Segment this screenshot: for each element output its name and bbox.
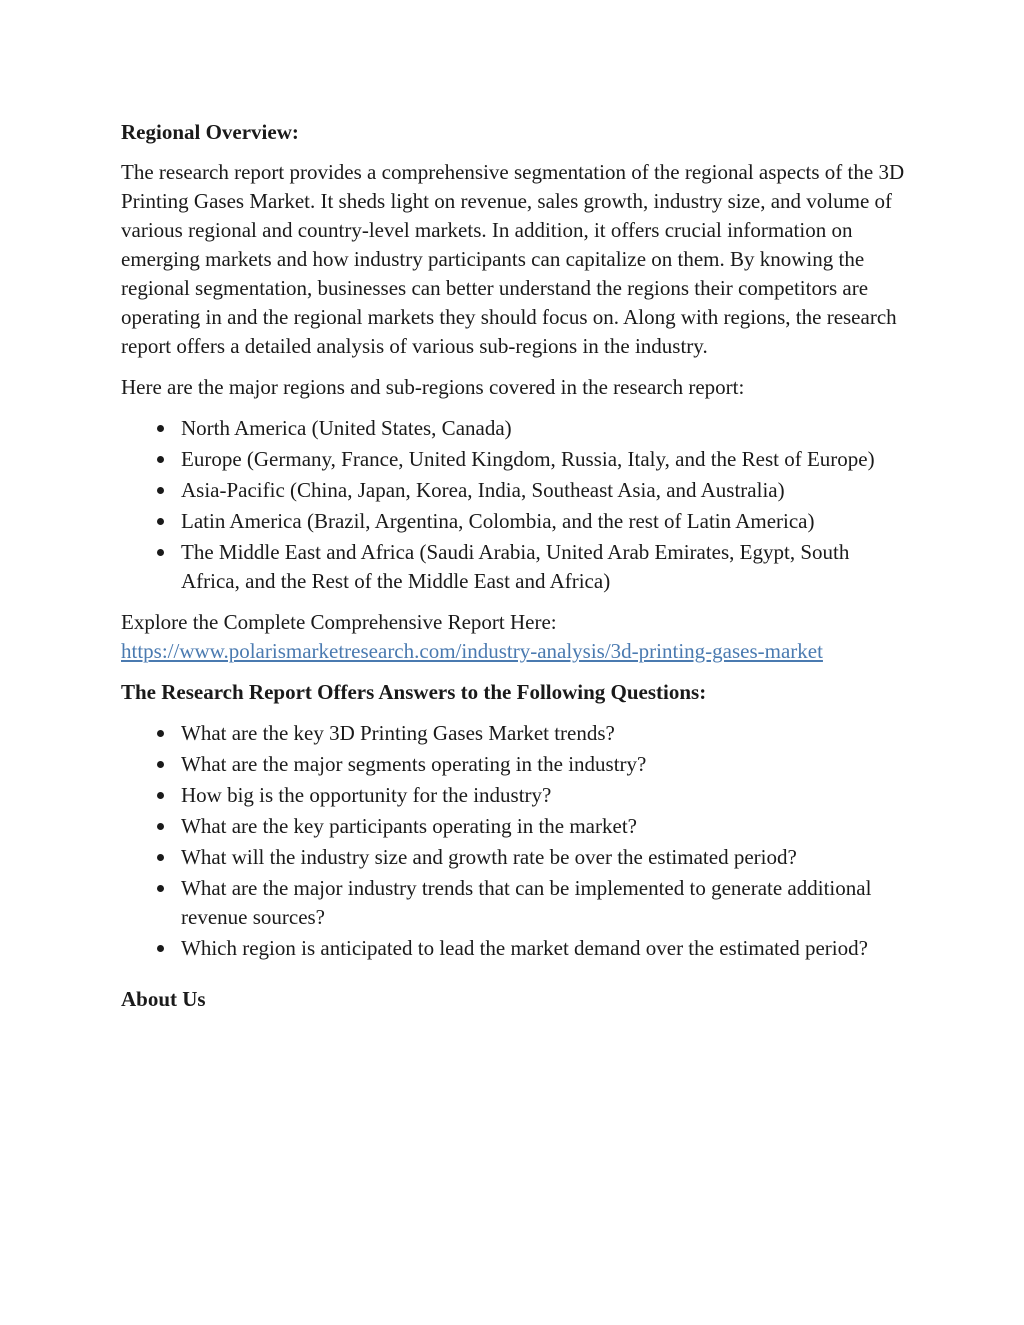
regional-overview-paragraph: The research report provides a comprehensive segmentation of the regional aspects of the 3D Printing Gases Market. It sheds light on revenue, sales growth, industry size, and volume of various regional and country-level markets. In addition, it offers crucial information on emerging markets and how industry participants can capitalize on them. By knowing the regional segmentation, businesses can better understand the regions their competitors are operating in and the regional markets they should focus on. Along with regions, the research report offers a detailed analysis of various sub-regions in the industry. [121, 160, 905, 358]
question-item-text: What are the key 3D Printing Gases Market trends? [181, 721, 615, 745]
region-item-text: North America (United States, Canada) [181, 416, 512, 440]
list-item [121, 812, 911, 841]
bullet-icon [157, 823, 164, 830]
bullet-icon [157, 456, 164, 463]
bullet-icon [157, 487, 164, 494]
question-item-text: What are the major segments operating in the industry? [181, 752, 647, 776]
question-item-text: How big is the opportunity for the industry? [181, 783, 552, 807]
question-item-text: What are the key participants operating in the market? [181, 814, 637, 838]
bullet-icon [157, 854, 164, 861]
bullet-icon [157, 885, 164, 892]
bullet-icon [157, 549, 164, 556]
list-item [121, 874, 911, 932]
list-item [121, 476, 911, 505]
bullet-icon [157, 761, 164, 768]
list-item [121, 719, 911, 748]
regions-intro: Here are the major regions and sub-regions covered in the research report: [121, 375, 745, 399]
questions-heading: The Research Report Offers Answers to the Following Questions: [121, 680, 707, 704]
bullet-icon [157, 792, 164, 799]
region-item-text: Asia-Pacific (China, Japan, Korea, India, Southeast Asia, and Australia) [181, 478, 785, 502]
regional-overview-heading: Regional Overview: [121, 120, 299, 144]
bullet-icon [157, 425, 164, 432]
explore-report-block [121, 608, 911, 666]
report-link[interactable]: https://www.polarismarketresearch.com/industry-analysis/3d-printing-gases-market [121, 639, 823, 663]
question-item-text: Which region is anticipated to lead the market demand over the estimated period? [181, 936, 868, 960]
question-item-text: What are the major industry trends that can be implemented to generate additional revenue sources? [181, 876, 872, 929]
bullet-icon [157, 730, 164, 737]
question-item-text: What will the industry size and growth rate be over the estimated period? [181, 845, 797, 869]
list-item [121, 538, 911, 596]
region-item-text: Europe (Germany, France, United Kingdom, Russia, Italy, and the Rest of Europe) [181, 447, 875, 471]
list-item [121, 843, 911, 872]
list-item [121, 781, 911, 810]
list-item [121, 445, 911, 474]
explore-report-label: Explore the Complete Comprehensive Report Here: [121, 610, 557, 634]
list-item [121, 934, 911, 963]
region-item-text: Latin America (Brazil, Argentina, Colombia, and the rest of Latin America) [181, 509, 815, 533]
list-item [121, 414, 911, 443]
bullet-icon [157, 518, 164, 525]
document-page [121, 118, 911, 1014]
about-us-heading: About Us [121, 987, 206, 1011]
list-item [121, 507, 911, 536]
bullet-icon [157, 945, 164, 952]
questions-list [121, 719, 911, 963]
regions-list [121, 414, 911, 596]
list-item [121, 750, 911, 779]
region-item-text: The Middle East and Africa (Saudi Arabia, United Arab Emirates, Egypt, South Africa, and the Rest of the Middle East and Africa) [181, 540, 850, 593]
